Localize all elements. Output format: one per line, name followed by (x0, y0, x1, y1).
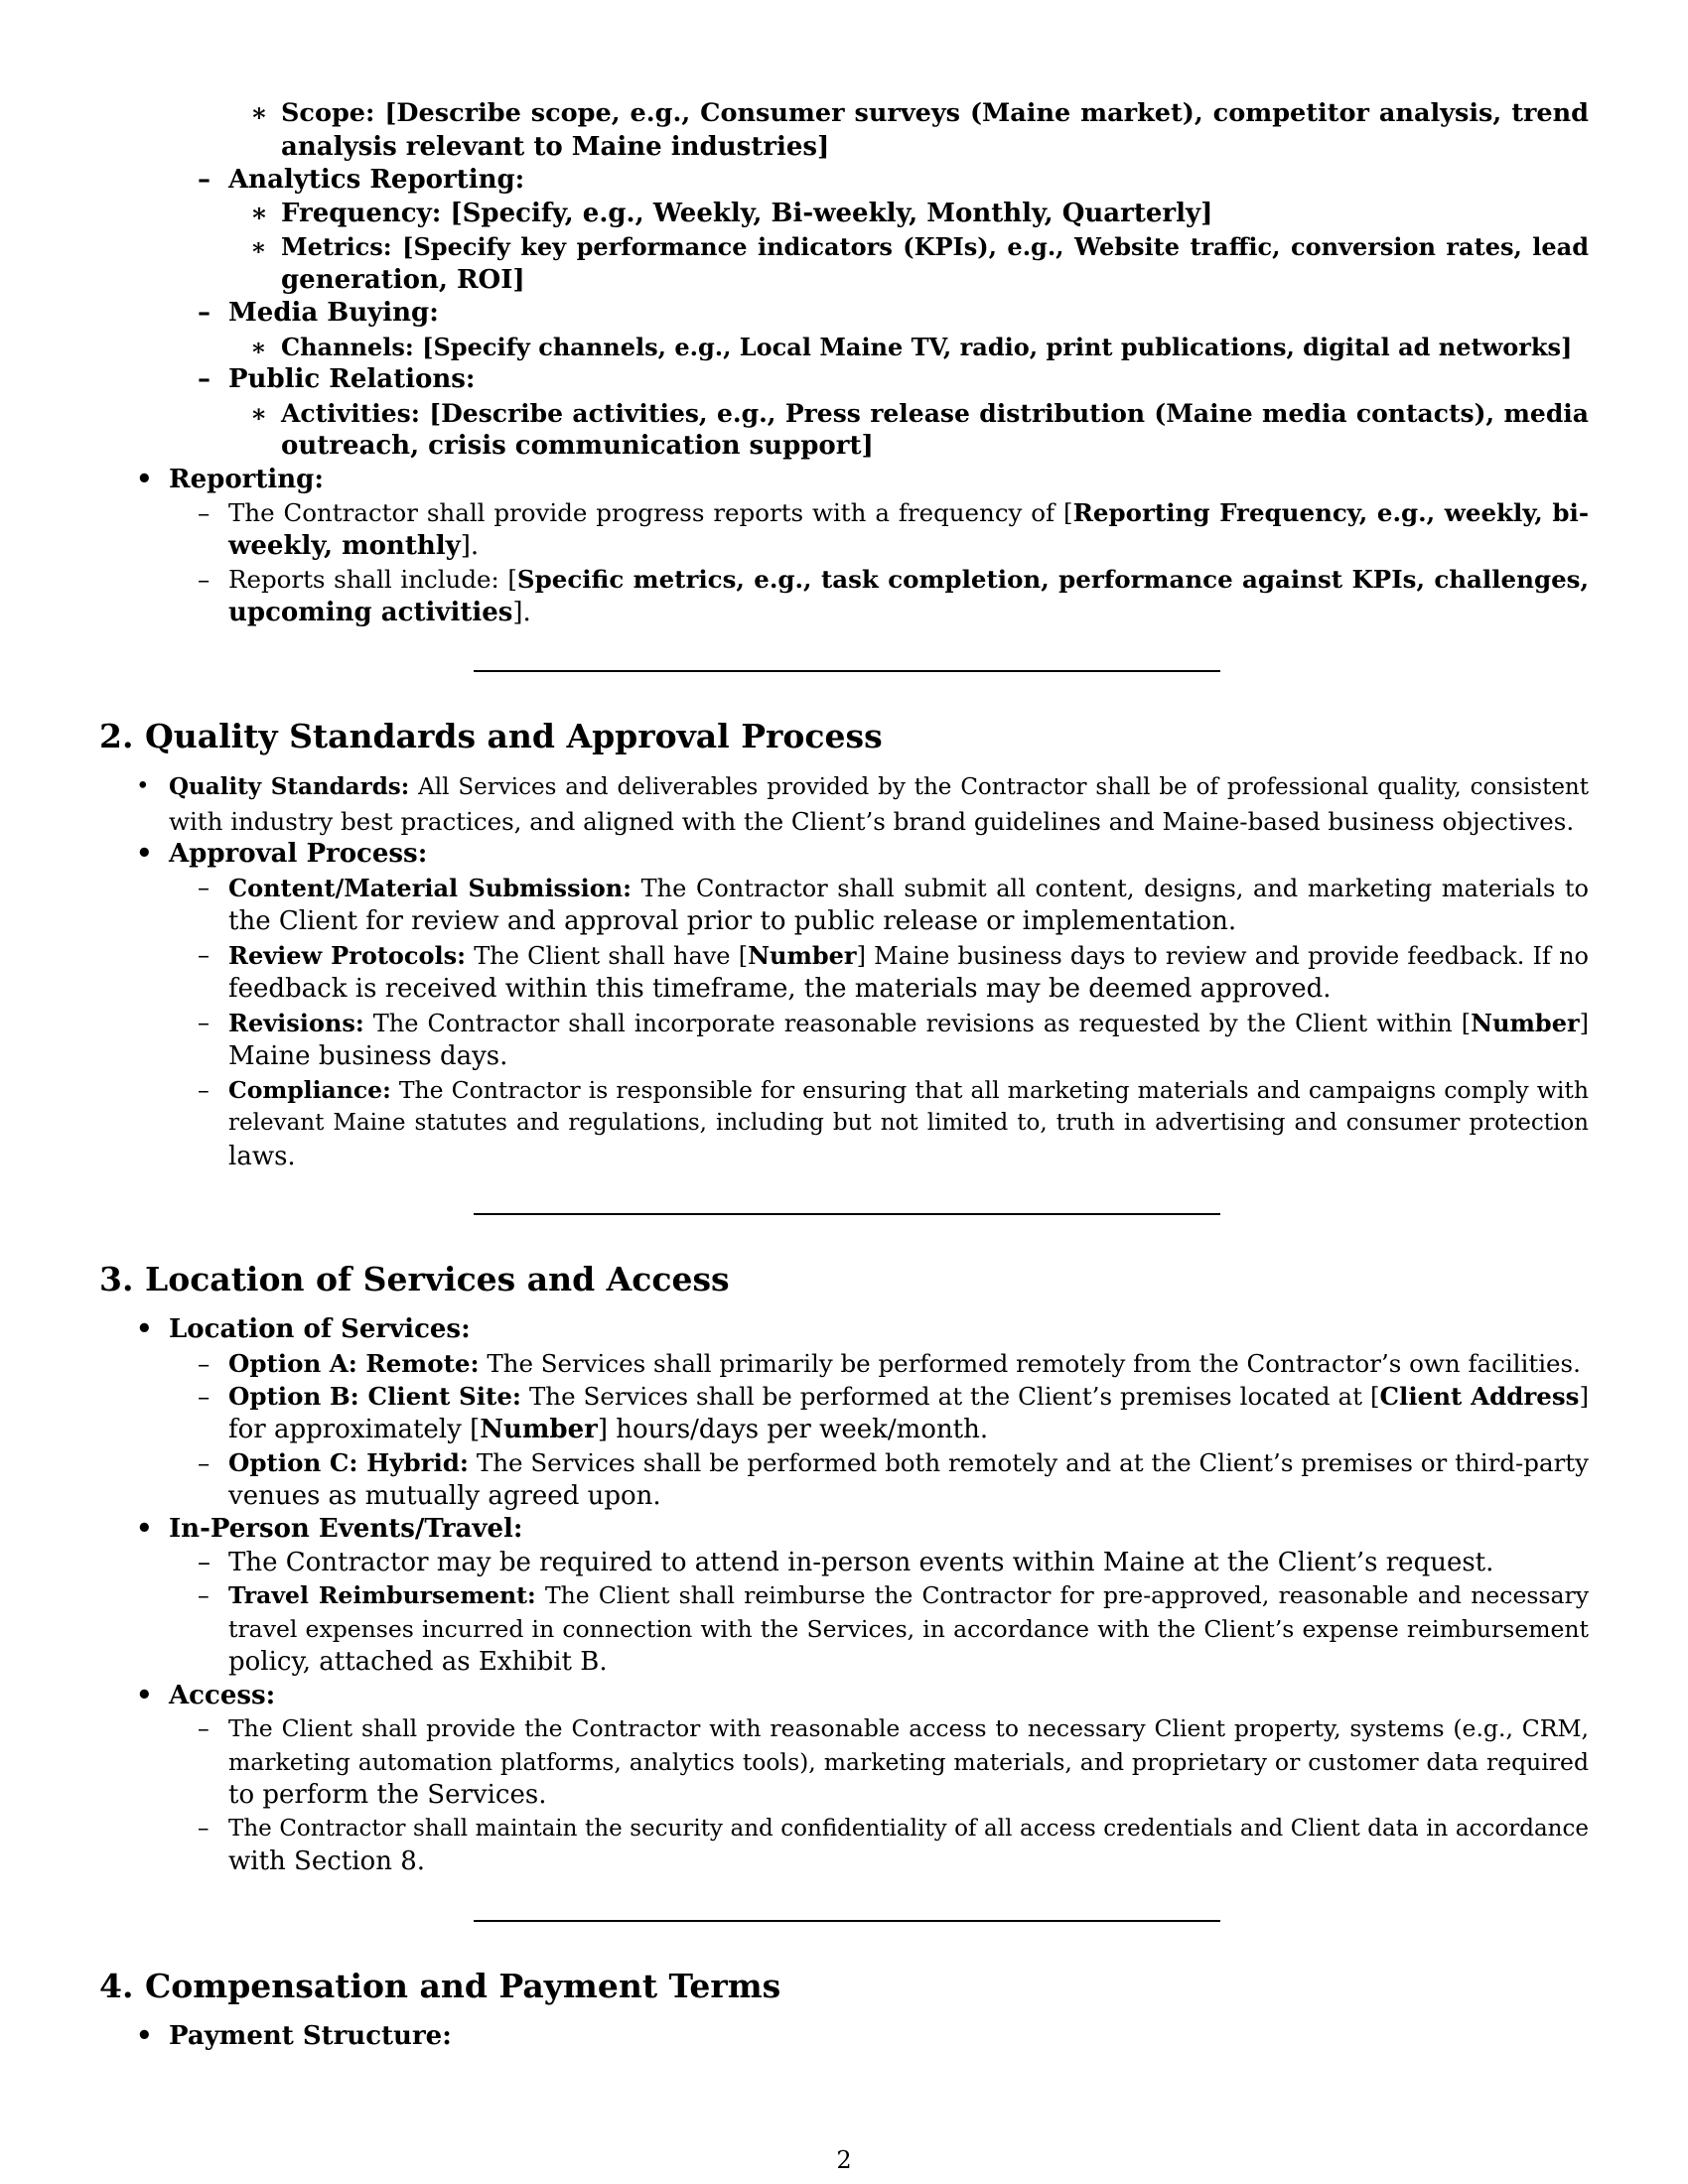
media-buying-item: – Media Buying: (99, 297, 1589, 331)
star-marker: ∗ (250, 98, 268, 128)
star-marker: ∗ (250, 232, 267, 261)
dash-marker: – (198, 873, 210, 901)
option-c-item: – Option C: Hybrid: The Services shall be performed both remotely and at the Client’s premises or third-party (99, 1446, 1589, 1480)
reporting-contents-item: – Reports shall include: [Specific metrics, e.g., task completion, performance against KPIs, challenges, (99, 563, 1589, 597)
travel-reimbursement-item-cont: travel expenses incurred in connection with the Services, in accordance with the Client’s expense reimbursement (228, 1614, 1589, 1643)
access-security-item-cont: with Section 8. (228, 1846, 426, 1876)
dash-marker: – (198, 1382, 211, 1411)
bullet-marker: • (136, 1514, 153, 1544)
reporting-frequency-item-cont: weekly, monthly]. (228, 530, 480, 561)
reporting-contents-item-cont: upcoming activities]. (228, 597, 531, 627)
travel-reimbursement-item: – Travel Reimbursement: The Client shall reimburse the Contractor for pre-approved, reasonable and necessary (99, 1579, 1589, 1613)
dash-marker: – (198, 1581, 210, 1609)
channels-item: ∗ Channels: [Specify channels, e.g., Local Maine TV, radio, print publications, digital ad networks] (99, 331, 1589, 364)
reporting-frequency-item: – The Contractor shall provide progress reports with a frequency of [Reporting Frequency, e.g., weekly, bi- (99, 496, 1589, 530)
activities-item-cont: outreach, crisis communication support] (281, 431, 874, 461)
revisions-item: – Revisions: The Contractor shall incorporate reasonable revisions as requested by the Client within [Number] (99, 1007, 1589, 1041)
option-b-item-cont: for approximately [Number] hours/days per week/month. (228, 1414, 989, 1444)
events-attendance-item: – The Contractor may be required to attend in-person events within Maine at the Client’s request. (99, 1547, 1589, 1580)
option-b-item: – Option B: Client Site: The Services shall be performed at the Client’s premises located at [Client Address] (99, 1380, 1589, 1414)
travel-reimbursement-item-cont: policy, attached as Exhibit B. (228, 1647, 608, 1677)
dash-marker: – (198, 1348, 211, 1378)
dash-marker: – (198, 298, 211, 328)
dash-marker: – (198, 565, 211, 594)
access-provision-item: – The Client shall provide the Contractor with reasonable access to necessary Client property, systems (e.g., CRM, (99, 1712, 1589, 1746)
dash-marker: – (198, 1075, 210, 1104)
dash-marker: – (198, 1448, 211, 1477)
star-marker: ∗ (250, 332, 267, 361)
quality-standards-item: • Quality Standards: All Services and deliverables provided by the Contractor shall be of professional quality, consistent (99, 770, 1589, 805)
submission-item: – Content/Material Submission: The Contractor shall submit all content, designs, and marketing materials to (99, 872, 1589, 906)
frequency-item: ∗ Frequency: [Specify, e.g., Weekly, Bi-weekly, Monthly, Quarterly] (99, 198, 1589, 231)
scope-item: ∗ Scope: [Describe scope, e.g., Consumer surveys (Maine market), competitor analysis, trend (99, 97, 1589, 131)
section-2-heading: 2. Quality Standards and Approval Process (99, 717, 883, 755)
option-a-item: – Option A: Remote: The Services shall primarily be performed remotely from the Contractor’s own facilities. (99, 1347, 1589, 1381)
metrics-item-cont: generation, ROI] (281, 264, 525, 295)
bullet-marker: • (136, 464, 153, 494)
approval-process-item: • Approval Process: (99, 838, 1589, 872)
scope-item-cont: analysis relevant to Maine industries] (281, 131, 830, 162)
dash-marker: – (198, 498, 211, 527)
section-3-heading: 3. Location of Services and Access (99, 1260, 730, 1298)
payment-structure-item: • Payment Structure: (99, 2020, 1589, 2054)
analytics-reporting-item: – Analytics Reporting: (99, 164, 1589, 198)
page-number: 2 (836, 2146, 852, 2174)
dash-marker: – (198, 1547, 211, 1577)
dash-marker: – (198, 1008, 210, 1036)
review-protocols-item-cont: feedback is received within this timeframe, the materials may be deemed approved. (228, 974, 1332, 1004)
access-provision-item-cont: to perform the Services. (228, 1780, 547, 1810)
bullet-marker: • (136, 1680, 153, 1710)
page-content (99, 97, 1589, 2053)
submission-item-cont: the Client for review and approval prior to public release or implementation. (228, 906, 1237, 936)
compliance-item-cont: relevant Maine statutes and regulations, including but not limited to, truth in advertising and consumer protection (228, 1110, 1589, 1136)
quality-standards-item-cont: with industry best practices, and aligned with the Client’s brand guidelines and Maine-based business objectives. (169, 806, 1575, 836)
revisions-item-cont: Maine business days. (228, 1041, 508, 1071)
activities-item: ∗ Activities: [Describe activities, e.g., Press release distribution (Maine media contacts), media (99, 397, 1589, 431)
dash-marker: – (198, 165, 211, 195)
access-item: • Access: (99, 1680, 1589, 1713)
option-c-item-cont: venues as mutually agreed upon. (228, 1480, 661, 1511)
metrics-item: ∗ Metrics: [Specify key performance indicators (KPIs), e.g., Website traffic, conversion rates, lead (99, 230, 1589, 264)
bullet-marker: • (136, 2020, 153, 2051)
access-provision-item-cont: marketing automation platforms, analytics tools), marketing materials, and proprietary or customer data required (228, 1747, 1589, 1776)
review-protocols-item: – Review Protocols: The Client shall have [Number] Maine business days to review and provide feedback. If no (99, 939, 1589, 974)
location-of-services-item: • Location of Services: (99, 1313, 1589, 1347)
dash-marker: – (198, 1714, 210, 1742)
public-relations-item: – Public Relations: (99, 363, 1589, 397)
bullet-marker: • (136, 1314, 153, 1344)
bullet-marker: • (136, 839, 153, 869)
dash-marker: – (198, 940, 210, 969)
reporting-item: • Reporting: (99, 464, 1589, 497)
dash-marker: – (198, 364, 211, 394)
dash-marker: – (198, 1815, 210, 1842)
star-marker: ∗ (250, 198, 268, 228)
compliance-item-cont: laws. (228, 1141, 296, 1171)
in-person-events-item: • In-Person Events/Travel: (99, 1513, 1589, 1547)
star-marker: ∗ (250, 398, 268, 428)
section-4-heading: 4. Compensation and Payment Terms (99, 1966, 781, 2005)
compliance-item: – Compliance: The Contractor is responsible for ensuring that all marketing materials and campaigns comply with (99, 1074, 1589, 1108)
bullet-marker: • (136, 773, 150, 799)
access-security-item: – The Contractor shall maintain the security and confidentiality of all access credentials and Client data in accordance (99, 1813, 1589, 1846)
